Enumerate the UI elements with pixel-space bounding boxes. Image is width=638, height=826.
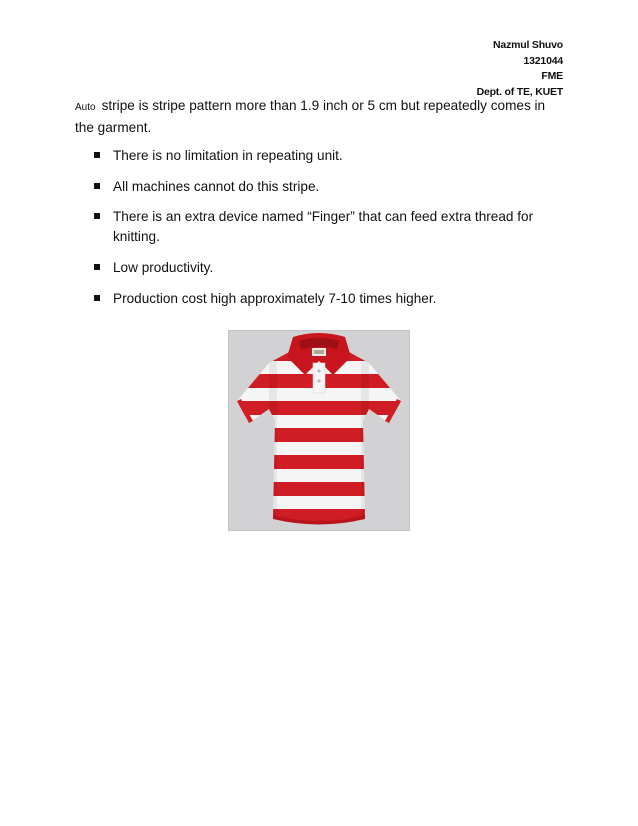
- polo-shirt-illustration: [229, 331, 409, 530]
- department-label: Dept. of TE, KUET: [476, 85, 563, 98]
- bullet-square-icon: [94, 152, 100, 158]
- author-name: Nazmul Shuvo: [493, 39, 563, 51]
- bullet-square-icon: [94, 183, 100, 189]
- bullet-text: There is no limitation in repeating unit.: [113, 148, 343, 163]
- student-id: 1321044: [523, 54, 563, 67]
- section-label: FME: [541, 70, 563, 82]
- intro-text: stripe is stripe pattern more than 1.9 inch or 5 cm but repeatedly comes in the garment.: [75, 98, 546, 135]
- list-item: [93, 258, 553, 278]
- bullet-text: Low productivity.: [113, 260, 214, 275]
- list-item: [93, 177, 553, 197]
- author-header: [477, 38, 563, 100]
- bullet-square-icon: [94, 264, 100, 270]
- bullet-square-icon: [94, 213, 100, 219]
- polo-shirt-image: [228, 330, 410, 531]
- bullet-list: [93, 146, 553, 308]
- list-item: [93, 289, 553, 309]
- bullet-text: Production cost high approximately 7-10 times higher.: [113, 290, 437, 306]
- list-item: [93, 207, 553, 246]
- intro-label: Auto: [75, 102, 96, 113]
- bullet-text: All machines cannot do this stripe.: [113, 178, 320, 194]
- intro-paragraph: [75, 96, 565, 137]
- list-item: [93, 146, 553, 166]
- bullet-text: There is an extra device named “Finger” that can feed extra thread for knitting.: [113, 209, 534, 244]
- bullet-square-icon: [94, 295, 100, 301]
